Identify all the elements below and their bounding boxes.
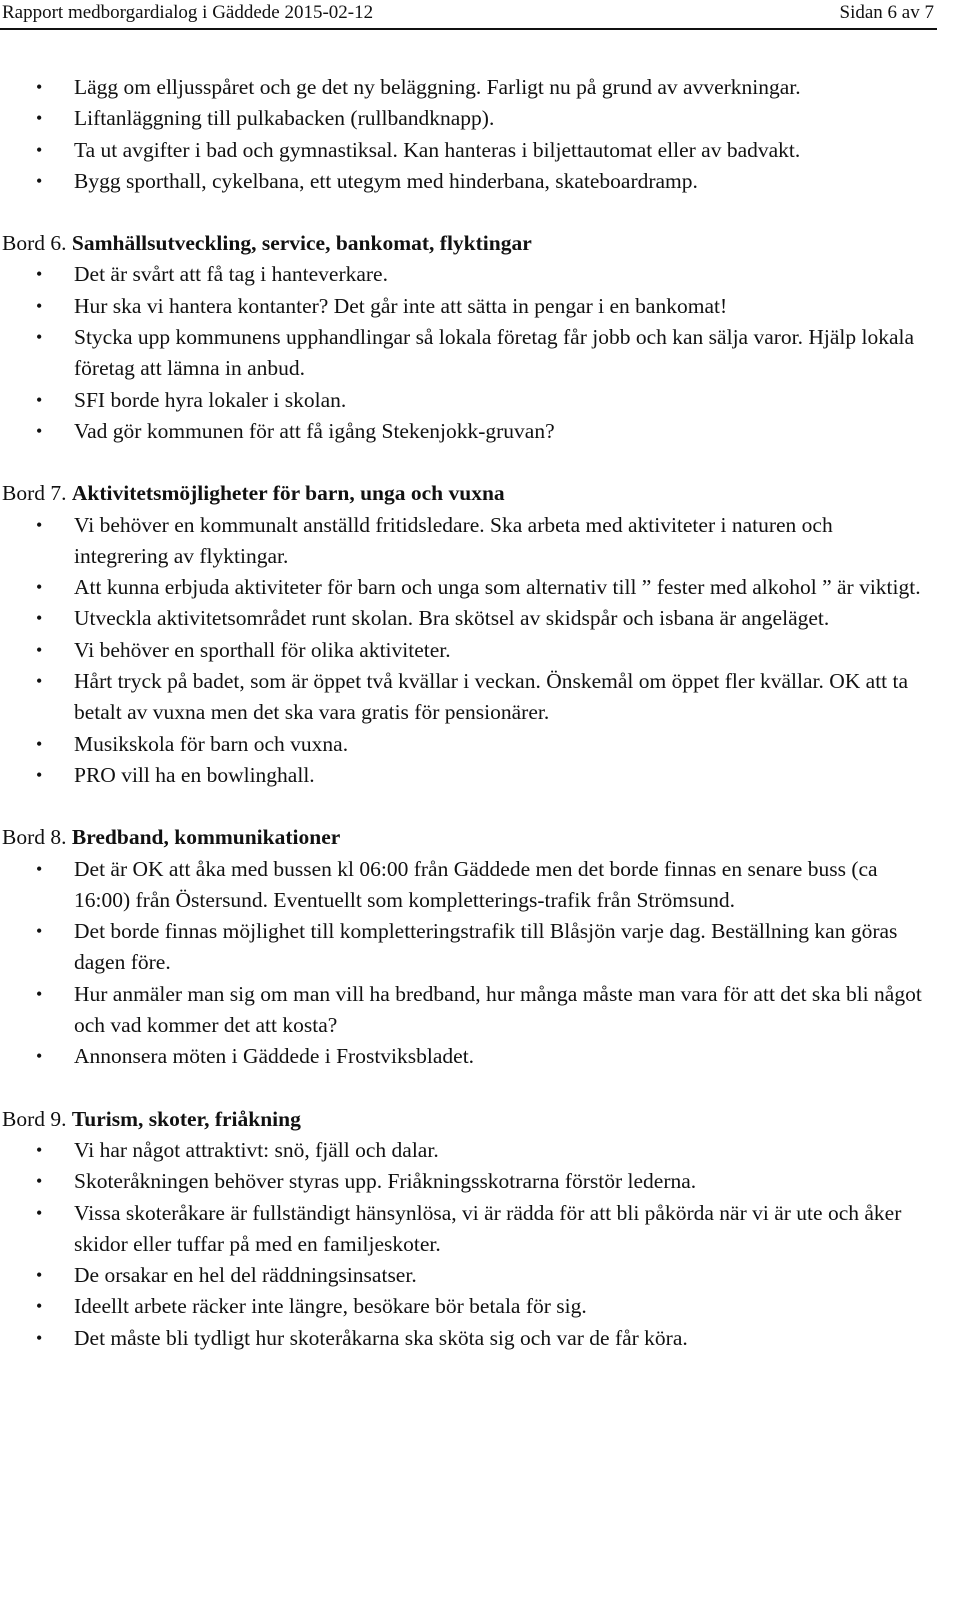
bullet-icon: • [36,1171,43,1192]
list-item: • Det är OK att åka med bussen kl 06:00 från Gäddede men det borde finnas en senare buss (ca 16:00) från Östersund. Eventuellt som kompletterings-trafik från Strömsund. [2,854,922,917]
bullet-icon: • [36,1139,43,1160]
list-item: • Lägg om elljusspåret och ge det ny beläggning. Farligt nu på grund av avverkningar. [2,72,922,103]
bullet-icon: • [36,1327,43,1348]
bullet-icon: • [36,170,43,191]
bullet-icon: • [36,1296,43,1317]
list-item: • Vad gör kommunen för att få igång Stekenjokk-gruvan? [2,416,922,447]
list-item: • Skoteråkningen behöver styras upp. Friåkningsskotrarna förstör lederna. [2,1166,922,1197]
bullet-icon: • [36,77,43,97]
bullet-icon: • [36,983,43,1004]
section-bord-7 [2,478,922,791]
list-item: • Hur anmäler man sig om man vill ha bredband, hur många måste man vara för att det ska bli något och vad kommer det att kosta? [2,979,922,1042]
bullet-icon: • [36,671,43,692]
list-item: • Stycka upp kommunens upphandlingar så lokala företag får jobb och kan sälja varor. Hjälp lokala företag att lämna in anbud. [2,322,922,385]
header-divider [0,28,937,30]
section-bord-6 [2,228,922,447]
section-bord-9 [2,1104,922,1354]
intro-list [2,72,922,197]
bullet-icon: • [36,764,43,785]
section-list [2,259,922,447]
bullet-icon: • [36,1265,43,1286]
bullet-icon: • [36,1202,43,1223]
list-item: • Bygg sporthall, cykelbana, ett utegym med hinderbana, skateboardramp. [2,166,922,197]
section-heading: Bord 6. Samhällsutveckling, service, bankomat, flyktingar [2,231,532,256]
list-item: • Annonsera möten i Gäddede i Frostviksbladet. [2,1041,922,1072]
list-item: • De orsakar en hel del räddningsinsatser. [2,1260,922,1291]
list-item: • Att kunna erbjuda aktiviteter för barn och unga som alternativ till ” fester med alkohol ” är viktigt. [2,572,922,603]
section-heading: Bord 9. Turism, skoter, friåkning [2,1106,301,1131]
section-list [2,854,922,1073]
list-item: • Det är svårt att få tag i hanteverkare. [2,259,922,290]
list-item: • Utveckla aktivitetsområdet runt skolan. Bra skötsel av skidspår och isbana är angeläget. [2,603,922,634]
section-heading: Bord 7. Aktivitetsmöjligheter för barn, unga och vuxna [2,481,505,506]
list-item: • SFI borde hyra lokaler i skolan. [2,385,922,416]
section-heading: Bord 8. Bredband, kommunikationer [2,825,341,850]
bullet-icon: • [36,389,43,410]
bullet-icon: • [36,295,43,316]
report-title: Rapport medborgardialog i Gäddede 2015-02-12 [2,2,374,23]
list-item: • Vi behöver en sporthall för olika aktiviteter. [2,635,922,666]
list-item: • PRO vill ha en bowlinghall. [2,760,922,791]
list-item: • Ta ut avgifter i bad och gymnastiksal. Kan hanteras i biljettautomat eller av badvakt. [2,135,922,166]
section-bord-8 [2,822,922,1072]
page-header [0,0,960,26]
bullet-icon: • [36,639,43,660]
bullet-icon: • [36,1046,43,1067]
list-item: • Liftanläggning till pulkabacken (rullbandknapp). [2,103,922,134]
list-item: • Ideellt arbete räcker inte längre, besökare bör betala för sig. [2,1291,922,1322]
bullet-icon: • [36,139,43,160]
list-item: • Musikskola för barn och vuxna. [2,729,922,760]
list-item: • Vi har något attraktivt: snö, fjäll och dalar. [2,1135,922,1166]
list-item: • Det måste bli tydligt hur skoteråkarna ska sköta sig och var de får köra. [2,1323,922,1354]
bullet-icon: • [36,608,43,629]
bullet-icon: • [36,420,43,441]
section-list [2,1135,922,1354]
bullet-icon: • [36,327,43,348]
list-item: • Vissa skoteråkare är fullständigt hänsynlösa, vi är rädda för att bli påkörda när vi är ute och åker skidor eller tuffar på med en familjeskoter. [2,1198,922,1261]
bullet-icon: • [36,733,43,754]
document-body [2,72,922,1354]
page-number: Sidan 6 av 7 [839,2,934,23]
bullet-icon: • [36,514,43,535]
bullet-icon: • [36,264,43,285]
bullet-icon: • [36,108,43,129]
list-item: • Det borde finnas möjlighet till kompletteringstrafik till Blåsjön varje dag. Beställning kan göras dagen före. [2,916,922,979]
section-list [2,510,922,792]
bullet-icon: • [36,921,43,942]
list-item: • Vi behöver en kommunalt anställd fritidsledare. Ska arbeta med aktiviteter i naturen och integrering av flyktingar. [2,510,922,573]
bullet-icon: • [36,577,43,598]
list-item: • Hur ska vi hantera kontanter? Det går inte att sätta in pengar i en bankomat! [2,291,922,322]
list-item: • Hårt tryck på badet, som är öppet två kvällar i veckan. Önskemål om öppet fler kvällar. OK att ta betalt av vuxna men det ska vara gratis för pensionärer. [2,666,922,729]
bullet-icon: • [36,858,43,879]
